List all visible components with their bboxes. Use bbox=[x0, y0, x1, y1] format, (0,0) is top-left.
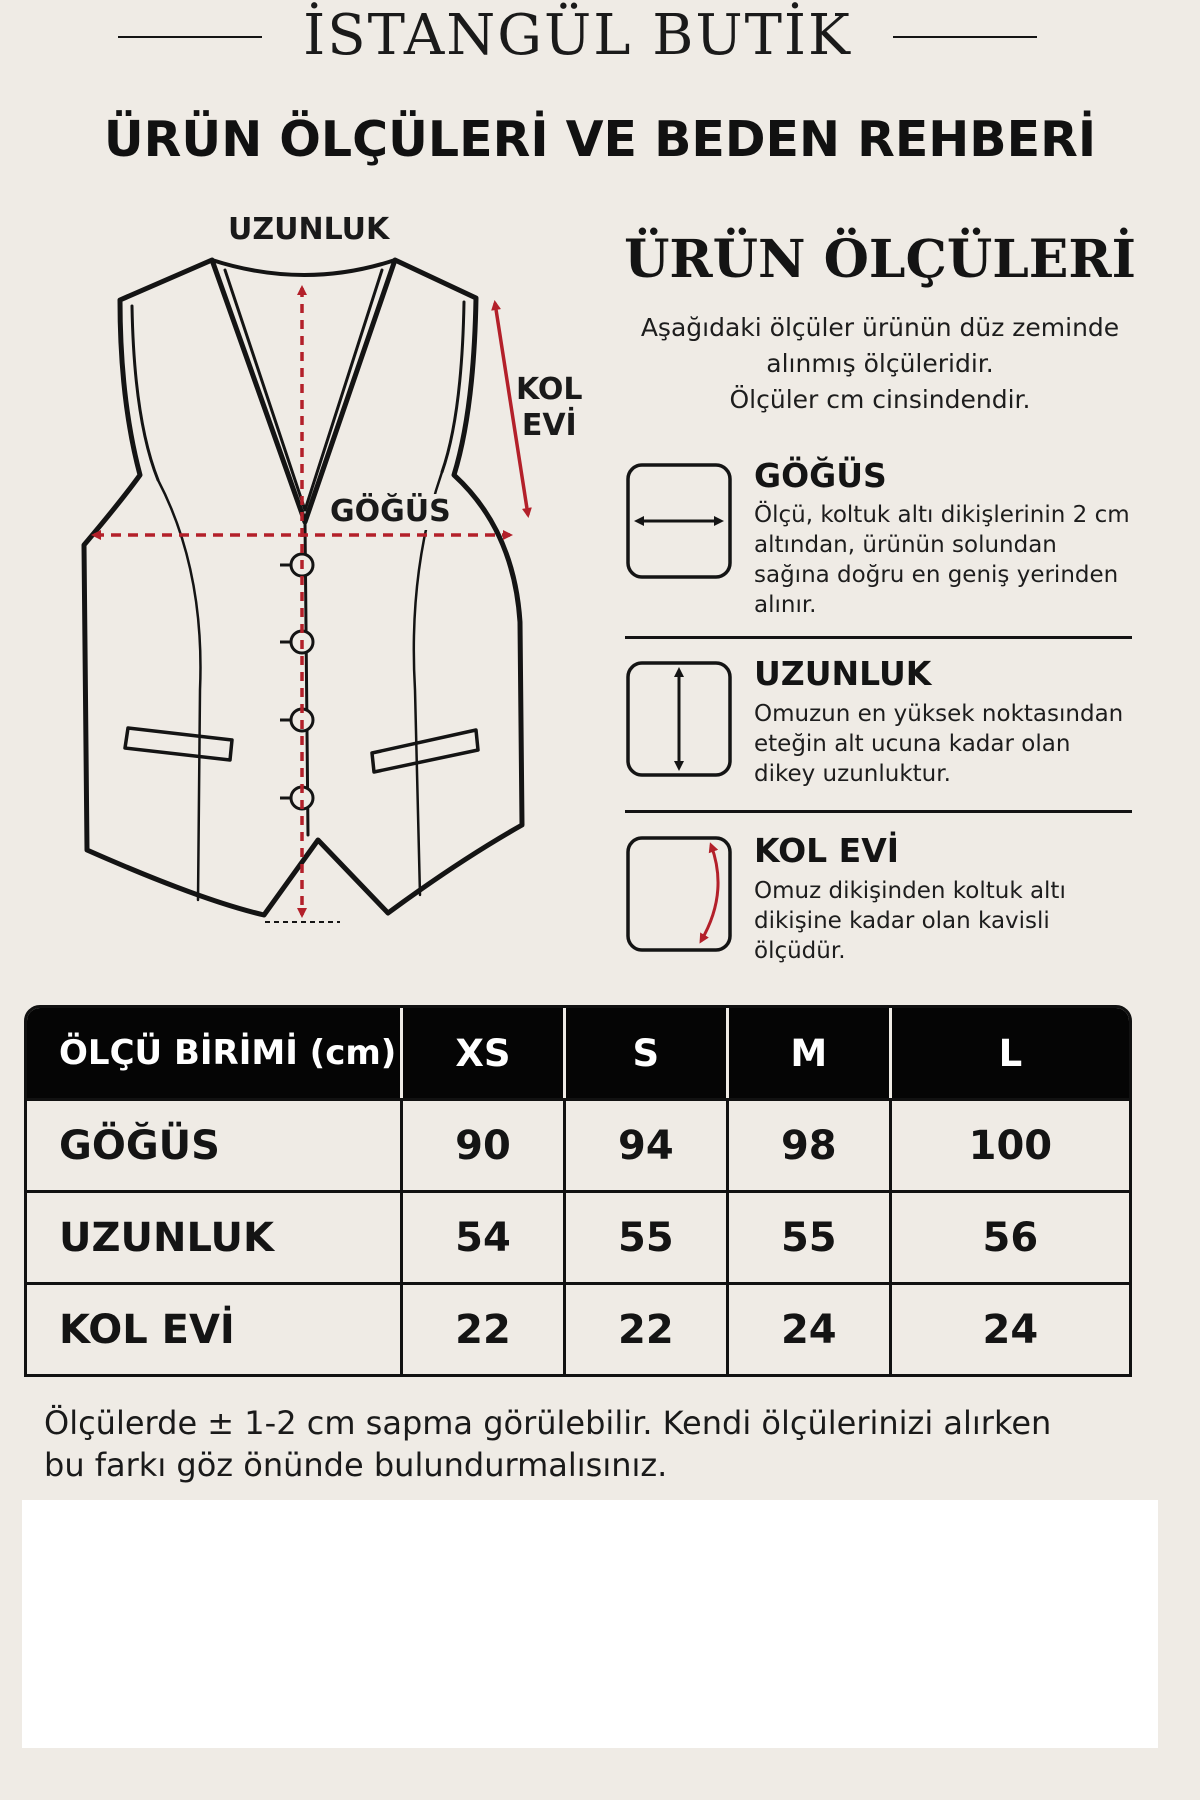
table-cell: 90 bbox=[400, 1098, 563, 1190]
section-intro bbox=[615, 310, 1145, 418]
definition-text-length bbox=[754, 699, 1154, 789]
row-label: KOL EVİ bbox=[27, 1282, 400, 1374]
diagram-label-chest: GÖĞÜS bbox=[326, 494, 455, 530]
definition-title-length: UZUNLUK bbox=[754, 654, 932, 693]
definition-line: eteğin alt ucuna kadar olan bbox=[754, 731, 1071, 757]
definition-line: Omuzun en yüksek noktasından bbox=[754, 701, 1124, 727]
table-header-size: S bbox=[563, 1008, 726, 1098]
table-row bbox=[27, 1190, 1129, 1282]
table-row bbox=[27, 1098, 1129, 1190]
vest-lapel-left bbox=[225, 270, 305, 510]
section-divider bbox=[625, 810, 1132, 813]
table-cell: 94 bbox=[563, 1098, 726, 1190]
table-header-size: L bbox=[889, 1008, 1129, 1098]
definition-line: Ölçü, koltuk altı dikişlerinin 2 cm bbox=[754, 502, 1130, 528]
definition-line: sağına doğru en geniş yerinden bbox=[754, 562, 1119, 588]
definition-line: alınır. bbox=[754, 592, 817, 618]
table-header-size: XS bbox=[400, 1008, 563, 1098]
vest-diagram bbox=[70, 210, 550, 930]
footnote-line: Ölçülerde ± 1-2 cm sapma görülebilir. Kendi ölçülerinizi alırken bbox=[44, 1404, 1052, 1442]
vest-lapel-right bbox=[305, 270, 382, 510]
row-label: UZUNLUK bbox=[27, 1190, 400, 1282]
vertical-double-arrow-icon bbox=[625, 660, 733, 778]
page-title: ÜRÜN ÖLÇÜLERİ VE BEDEN REHBERİ bbox=[103, 111, 1097, 168]
table-cell: 56 bbox=[889, 1190, 1129, 1282]
table-header-unit: ÖLÇÜ BİRİMİ (cm) bbox=[27, 1008, 400, 1098]
footnote-line: bu farkı göz önünde bulundurmalısınız. bbox=[44, 1446, 668, 1484]
section-title: ÜRÜN ÖLÇÜLERİ bbox=[624, 229, 1136, 290]
row-label: GÖĞÜS bbox=[27, 1098, 400, 1190]
vest-seam-left bbox=[158, 480, 200, 900]
definition-line: altından, ürünün solundan bbox=[754, 532, 1057, 558]
table-cell: 55 bbox=[726, 1190, 889, 1282]
diagram-label-length: UZUNLUK bbox=[228, 212, 390, 247]
footnote bbox=[44, 1402, 1144, 1486]
table-cell: 22 bbox=[400, 1282, 563, 1374]
intro-line: Ölçüler cm cinsindendir. bbox=[729, 385, 1031, 414]
diagram-label-armhole bbox=[516, 372, 583, 444]
table-header-row bbox=[27, 1008, 1129, 1098]
table-cell: 55 bbox=[563, 1190, 726, 1282]
table-cell: 24 bbox=[889, 1282, 1129, 1374]
brand-rule-left bbox=[118, 36, 262, 38]
table-cell: 98 bbox=[726, 1098, 889, 1190]
definition-text-armhole bbox=[754, 876, 1154, 966]
table-row bbox=[27, 1282, 1129, 1374]
definition-line: dikey uzunluktur. bbox=[754, 761, 951, 787]
blank-panel bbox=[22, 1500, 1158, 1748]
table-cell: 54 bbox=[400, 1190, 563, 1282]
section-divider bbox=[625, 636, 1132, 639]
curved-double-arrow-icon bbox=[625, 835, 733, 953]
vest-pocket-right bbox=[372, 730, 478, 772]
table-cell: 100 bbox=[889, 1098, 1129, 1190]
table-cell: 22 bbox=[563, 1282, 726, 1374]
intro-line: Aşağıdaki ölçüler ürünün düz zeminde bbox=[640, 313, 1120, 342]
vest-pocket-left bbox=[125, 728, 232, 760]
vest-back-collar bbox=[212, 260, 395, 275]
intro-line: alınmış ölçüleridir. bbox=[766, 349, 994, 378]
definition-line: dikişine kadar olan kavisli bbox=[754, 908, 1050, 934]
table-cell: 24 bbox=[726, 1282, 889, 1374]
horizontal-double-arrow-icon bbox=[625, 462, 733, 580]
definition-line: Omuz dikişinden koltuk altı bbox=[754, 878, 1066, 904]
diagram-label-armhole-line1: KOL bbox=[516, 372, 583, 407]
brand-rule-right bbox=[893, 36, 1037, 38]
brand-name: İSTANGÜL BUTİK bbox=[303, 3, 852, 68]
definition-title-armhole: KOL EVİ bbox=[754, 831, 900, 870]
diagram-label-armhole-line2: EVİ bbox=[521, 408, 577, 443]
definition-line: ölçüdür. bbox=[754, 938, 846, 964]
table-header-size: M bbox=[726, 1008, 889, 1098]
size-table bbox=[24, 1005, 1132, 1377]
definition-text-chest bbox=[754, 500, 1154, 620]
definition-title-chest: GÖĞÜS bbox=[754, 456, 887, 495]
